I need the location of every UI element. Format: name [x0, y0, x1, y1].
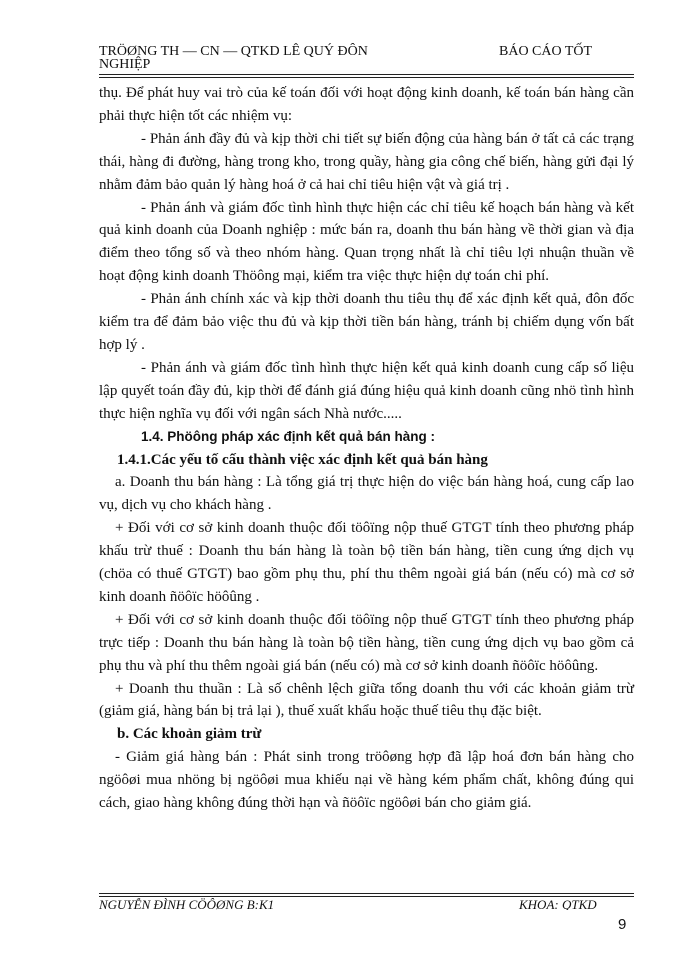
body-paragraph: thụ. Để phát huy vai trò của kế toán đối với hoạt động kinh doanh, kế toán bán hàng cần phải thực hiện tốt các nhiệm vụ: — [99, 85, 634, 124]
subsection-heading: b. Các khoản giảm trừ — [117, 726, 262, 743]
page-footer — [99, 898, 634, 910]
section-heading: 1.4. Phöông pháp xác định kết quả bán hàng : — [141, 428, 436, 444]
body-paragraph: - Phản ánh đầy đủ và kịp thời chi tiết sự biến động của hàng bán ở tất cả các trạng thái, hàng đi đường, hàng trong kho, trong quầy, hàng gia công chế biến, hàng gửi đại lý nhằm đảm bảo quản lý hàng hoá ở cả hai chỉ tiêu hiện vật và giá trị . — [99, 130, 634, 193]
body-paragraph: + Đối với cơ sở kinh doanh thuộc đối töôïng nộp thuế GTGT tính theo phương pháp khấu trừ thuế : Doanh thu bán hàng là toàn bộ tiền bán hàng, tiền cung ứng dịch vụ (chöa có thuế GTGT) bao gồm phụ thu, phí thu thêm ngoài giá bán (nếu có) mà cơ sở kinh doanh ñöôïc höôûng . — [99, 520, 634, 605]
body-paragraph: - Phản ánh và giám đốc tình hình thực hiện các chỉ tiêu kế hoạch bán hàng và kết quả kinh doanh của Doanh nghiệp : mức bán ra, doanh thu bán hàng về thời gian và địa điểm theo tổng số và theo nhóm hàng. Quan trọng nhất là chỉ tiêu lợi nhuận thuần về hoạt động kinh doanh Thöông mại, kiểm tra việc thực hiện dự toán chi phí. — [99, 199, 634, 285]
header-rule — [99, 74, 634, 78]
footer-author: NGUYỄN ĐÌNH CÖÔØNG B:K1 — [99, 898, 275, 910]
document-body — [99, 82, 634, 815]
page-number: 9 — [618, 916, 627, 933]
subsection-heading: 1.4.1.Các yếu tố cấu thành việc xác định kết quả bán hàng — [117, 451, 488, 468]
body-paragraph: - Giảm giá hàng bán : Phát sinh trong tröôøng hợp đã lập hoá đơn bán hàng cho ngöôøi mua nhöng bị ngöôøi mua khiếu nại về hàng kém phẩm chất, không đúng qui cách, giao hàng không đúng thời hạn và ñöôïc ngöôøi bán cho giảm giá. — [99, 749, 634, 812]
footer-department: KHOA: QTKD — [519, 898, 597, 910]
footer-rule — [99, 893, 634, 897]
header-school-continued: NGHIỆP — [99, 57, 151, 72]
header-school: TRÖØNG TH — CN — QTKD LÊ QUÝ ĐÔN — [99, 44, 368, 59]
header-report-title: BÁO CÁO TỐT — [499, 44, 593, 59]
body-paragraph: - Phản ánh chính xác và kịp thời doanh thu tiêu thụ để xác định kết quả, đôn đốc kiểm tra để đảm bảo việc thu đủ và kịp thời tiền bán hàng, tránh bị chiếm dụng vốn bất hợp lý . — [99, 291, 634, 353]
body-paragraph: - Phản ánh và giám đốc tình hình thực hiện kết quả kinh doanh cung cấp số liệu lập quyết toán đầy đủ, kịp thời để đánh giá đúng hiệu quả kinh doanh cũng nhö tình hình thực hiện nghĩa vụ đối với ngân sách Nhà nước..... — [99, 359, 634, 422]
body-paragraph: + Đối với cơ sở kinh doanh thuộc đối töôïng nộp thuế GTGT tính theo phương pháp trực tiếp : Doanh thu bán hàng là toàn bộ tiền hàng, tiền cung ứng dịch vụ bao gồm cả phụ thu và phí thu thêm ngoài giá bán (nếu có) mà cơ sở kinh doanh ñöôïc höôûng. — [99, 611, 634, 674]
body-paragraph: + Doanh thu thuần : Là số chênh lệch giữa tổng doanh thu với các khoản giảm trừ (giảm giá, hàng bán bị trả lại ), thuế xuất khẩu hoặc thuế tiêu thụ đặc biệt. — [99, 680, 634, 720]
body-paragraph: a. Doanh thu bán hàng : Là tổng giá trị thực hiện do việc bán hàng hoá, cung cấp lao vụ, dịch vụ cho khách hàng . — [99, 474, 634, 514]
